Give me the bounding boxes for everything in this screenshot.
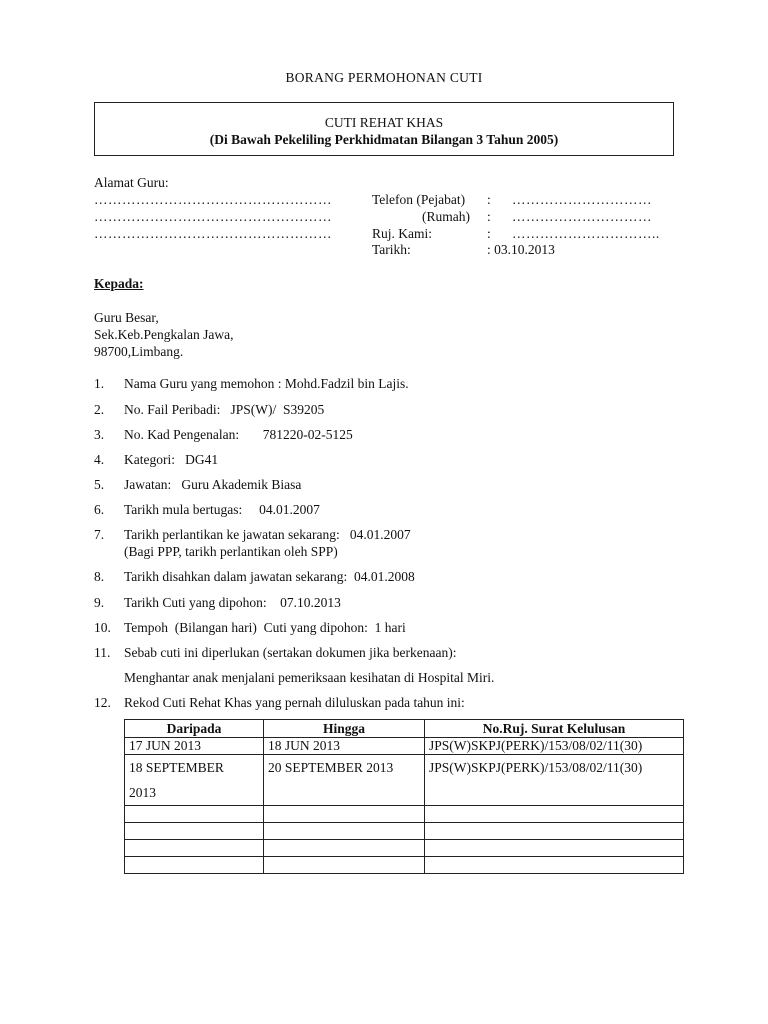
circular-reference: (Di Bawah Pekeliling Perkhidmatan Bilangan 3 Tahun 2005)	[209, 132, 559, 147]
cell-from	[125, 806, 264, 823]
item-number: 6.	[94, 502, 105, 517]
cell-approval-ref: JPS(W)SKPJ(PERK)/153/08/02/11(30)	[425, 755, 684, 806]
address-line-2: ……………………………………………	[94, 209, 332, 224]
item-position: Jawatan: Guru Akademik Biasa	[124, 477, 302, 492]
item-leave-reason: Menghantar anak menjalani pemeriksaan kesihatan di Hospital Miri.	[124, 670, 495, 685]
recipient-line-3: 98700,Limbang.	[94, 344, 184, 359]
cell-approval-ref: JPS(W)SKPJ(PERK)/153/08/02/11(30)	[425, 738, 684, 755]
table-row	[125, 806, 684, 823]
item-number: 4.	[94, 452, 105, 467]
table-row	[125, 823, 684, 840]
header-from: Daripada	[125, 720, 264, 738]
cell-to	[264, 840, 425, 857]
cell-approval-ref	[425, 840, 684, 857]
item-teacher-name: Nama Guru yang memohon : Mohd.Fadzil bin Lajis.	[124, 376, 409, 391]
address-line-1: ……………………………………………	[94, 192, 332, 207]
reference-value: …………………………..	[512, 226, 660, 241]
item-ic-number: No. Kad Pengenalan: 781220-02-5125	[124, 427, 353, 442]
reference-label: Ruj. Kami:	[372, 226, 432, 241]
leave-type-title: CUTI REHAT KHAS	[324, 115, 444, 130]
tel-home-value: …………………………	[512, 209, 652, 224]
item-confirmation-date: Tarikh disahkan dalam jawatan sekarang: 04.01.2008	[124, 569, 415, 584]
table-row	[125, 857, 684, 874]
tel-office-colon: :	[487, 192, 491, 207]
cell-from	[125, 840, 264, 857]
table-row	[125, 755, 684, 806]
cell-to	[264, 806, 425, 823]
item-leave-duration: Tempoh (Bilangan hari) Cuti yang dipohon: 1 hari	[124, 620, 406, 635]
tel-home-label: (Rumah)	[422, 209, 470, 224]
item-leave-record-label: Rekod Cuti Rehat Khas yang pernah diluluskan pada tahun ini:	[124, 695, 465, 710]
date-label: Tarikh:	[372, 242, 411, 257]
form-title: BORANG PERMOHONAN CUTI	[285, 70, 483, 85]
tel-home-colon: :	[487, 209, 491, 224]
cell-approval-ref	[425, 857, 684, 874]
item-leave-date: Tarikh Cuti yang dipohon: 07.10.2013	[124, 595, 341, 610]
item-number: 7.	[94, 527, 105, 542]
header-approval-ref: No.Ruj. Surat Kelulusan	[425, 720, 684, 738]
table-header-row	[125, 720, 684, 738]
reference-colon: :	[487, 226, 491, 241]
tel-office-value: …………………………	[512, 192, 652, 207]
address-line-3: ……………………………………………	[94, 226, 332, 241]
cell-from	[125, 857, 264, 874]
item-category: Kategori: DG41	[124, 452, 219, 467]
date-value: : 03.10.2013	[487, 242, 555, 257]
cell-to	[264, 857, 425, 874]
cell-to: 20 SEPTEMBER 2013	[264, 755, 425, 806]
table-row	[125, 738, 684, 755]
item-number: 1.	[94, 376, 105, 391]
item-start-date: Tarikh mula bertugas: 04.01.2007	[124, 502, 320, 517]
item-personal-file: No. Fail Peribadi: JPS(W)/ S39205	[124, 402, 325, 417]
leave-type-box	[94, 102, 674, 156]
item-number: 11.	[94, 645, 111, 660]
cell-from-line-1: 18 SEPTEMBER	[129, 760, 224, 775]
leave-record-table	[124, 719, 684, 874]
item-number: 9.	[94, 595, 105, 610]
item-number: 8.	[94, 569, 105, 584]
cell-from	[125, 823, 264, 840]
item-number: 5.	[94, 477, 105, 492]
item-appointment-note: (Bagi PPP, tarikh perlantikan oleh SPP)	[124, 544, 338, 559]
recipient-line-1: Guru Besar,	[94, 310, 159, 325]
item-leave-reason-label: Sebab cuti ini diperlukan (sertakan dokumen jika berkenaan):	[124, 645, 457, 660]
cell-from	[125, 755, 264, 806]
cell-from: 17 JUN 2013	[125, 738, 264, 755]
recipient-line-2: Sek.Keb.Pengkalan Jawa,	[94, 327, 234, 342]
tel-office-label: Telefon (Pejabat)	[372, 192, 466, 207]
to-heading: Kepada:	[94, 276, 144, 291]
cell-to: 18 JUN 2013	[264, 738, 425, 755]
item-number: 3.	[94, 427, 105, 442]
item-number: 2.	[94, 402, 105, 417]
header-to: Hingga	[264, 720, 425, 738]
cell-approval-ref	[425, 806, 684, 823]
item-number: 12.	[94, 695, 111, 710]
item-number: 10.	[94, 620, 111, 635]
cell-to	[264, 823, 425, 840]
cell-approval-ref	[425, 823, 684, 840]
table-row	[125, 840, 684, 857]
cell-from-line-2: 2013	[129, 785, 156, 800]
item-appointment-date: Tarikh perlantikan ke jawatan sekarang: 04.01.2007	[124, 527, 411, 542]
address-label: Alamat Guru:	[94, 175, 169, 190]
